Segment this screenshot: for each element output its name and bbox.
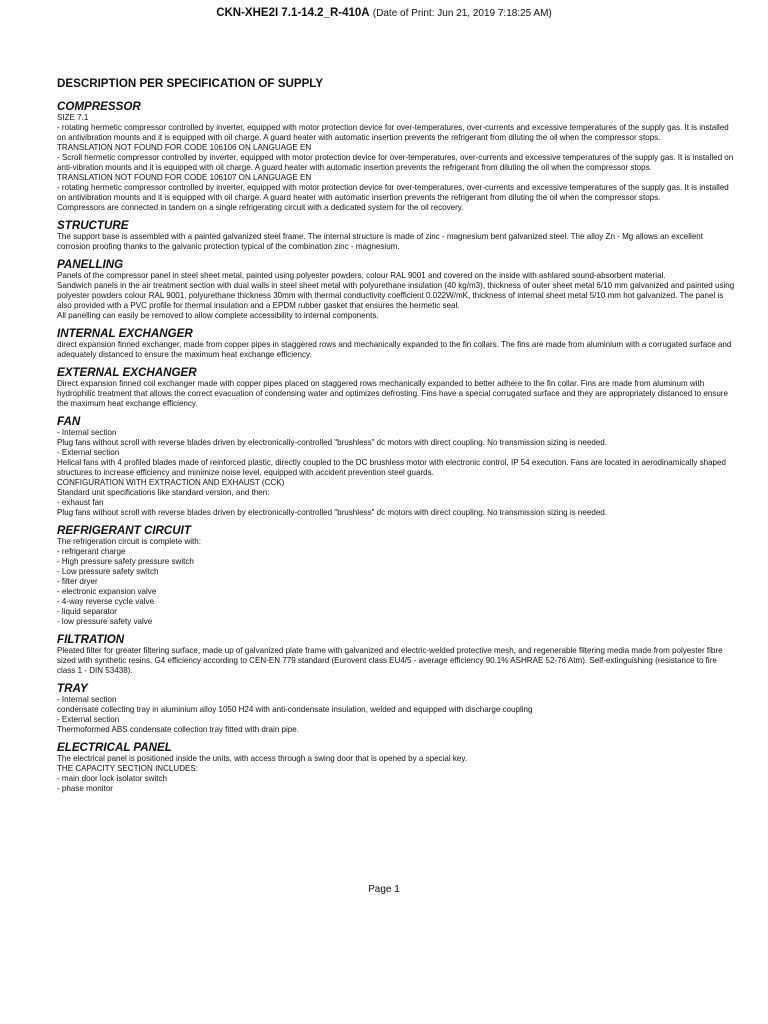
section-text: direct expansion finned exchanger, made from copper pipes in staggered rows and mechanically expanded to the fin collars. The fins are made from aluminium with a corrugated surface and adequately distanced to ensure the maximum heat exchange efficiency. bbox=[57, 340, 732, 359]
section-text: - Internal section Plug fans without scroll with reverse blades driven by electronically-controlled "brushless" dc motors with direct coupling. No transmission sizing is needed. - External section Helical fans with 4 profiled blades made of reinforced plastic, directly coupled to the DC brushless motor with electronic control, IP 54 execution. Fans are located in aerodinamically shaped structures to increase efficiency and minimize noise level, equipped with accident prevention steel guards. CONFIGURATION WITH EXTRACTION AND EXHAUST (CCK) Standard unit specifications like standard version, and then: - exhaust fan Plug fans without scroll with reverse blades driven by electronically-controlled "brushless" dc motors with direct coupling. No transmission sizing is needed. bbox=[57, 428, 726, 517]
section-heading: PANELLING bbox=[57, 258, 124, 271]
section-text: The support base is assembled with a painted galvanized steel frame. The internal structure is made of zinc - magnesium bent galvanized steel. The alloy Zn - Mg allows an excellent corrosion proofing thanks to the galvanic protection typical of the combination zinc - magnesium. bbox=[57, 232, 704, 251]
section-external-exchanger bbox=[57, 366, 737, 409]
model-code: CKN-XHE2I 7.1-14.2_R-410A bbox=[216, 7, 370, 19]
section-heading: STRUCTURE bbox=[57, 219, 129, 232]
section-heading: TRAY bbox=[57, 682, 88, 695]
section-tray bbox=[57, 682, 737, 735]
section-internal-exchanger bbox=[57, 327, 737, 360]
section-text: Pleated filter for greater filtering surface, made up of galvanized plate frame with galvanized and electric-welded protective mesh, and regenerable filtering media made from polyester fibre sized with synthetic resins. G4 efficiency according to CEN-EN 779 standard (Eurovent class EU4/5 - average efficiency 90.1% ASHRAE 52-76 Atm). Self-extinguishing (resistance to fire class 1 - DIN 53438). bbox=[57, 646, 723, 675]
section-electrical-panel bbox=[57, 741, 737, 794]
section-text: The refrigeration circuit is complete with: - refrigerant charge - High pressure safety pressure switch - Low pressure safety switch - filter dryer - electronic expansion valve - 4-way reverse cycle valve - liquid separator - low pressure safety valve bbox=[57, 537, 202, 626]
section-heading: EXTERNAL EXCHANGER bbox=[57, 366, 197, 379]
print-date: (Date of Print: Jun 21, 2019 7:18:25 AM) bbox=[372, 8, 552, 19]
document-body bbox=[57, 100, 737, 800]
page-number: Page 1 bbox=[368, 884, 400, 895]
section-text: SIZE 7.1 - rotating hermetic compressor controlled by inverter, equipped with motor protection device for over-temperatures, over-currents and excessive temperatures of the supply gas. It is installed on antivibration mounts and it is equipped with oil charge. A guard heater with automatic insertion prevents the refrigerant from diluting the oil when the compressor stops. TRANSLATION NOT FOUND FOR CODE 106106 ON LANGUAGE EN - Scroll hermetic compressor controlled by inverter, equipped with motor protection device for over-temperatures, over-currents and excessive temperatures of the supply gas. It is installed on anti-vibration mounts and it is equipped with oil charge. A guard heater with automatic insertion prevents the refrigerant from diluting the oil when the compressor stops. TRANSLATION NOT FOUND FOR CODE 106107 ON LANGUAGE EN - rotating hermetic compressor controlled by inverter, equipped with motor protection device for over-temperatures, over-currents and excessive temperatures of the supply gas. It is installed on antivibration mounts and it is equipped with oil charge. A guard heater with automatic insertion prevents the refrigerant from diluting the oil when the compressor stops. Compressors are connected in tandem on a single refrigerating circuit with a dedicated system for the oil recovery. bbox=[57, 113, 734, 212]
section-text: Panels of the compressor panel in steel sheet metal, painted using polyester powders, colour RAL 9001 and covered on the inside with ashlared sound-absorbent material. Sandwich panels in the air treatment section with dual walls in steel sheet metal with polyurethane insulation (40 kg/m3), thickness of outer sheet metal 6/10 mm galvanized and painted using polyester powders colour RAL 9001, polyurethane thickness 30mm with thermal conductivity coefficient 0.022W/mK, thickness of internal sheet metal 5/10 mm hot galvanized. The panel is also provided with a PVC profile for thermal insulation and a EPDM rubber gasket that ensures the hermetic seal. All panelling can easily be removed to allow complete accessibility to internal components. bbox=[57, 271, 735, 320]
document-header bbox=[0, 7, 768, 19]
section-compressor bbox=[57, 100, 737, 213]
section-heading: COMPRESSOR bbox=[57, 100, 141, 113]
section-heading: INTERNAL EXCHANGER bbox=[57, 327, 193, 340]
document-title: DESCRIPTION PER SPECIFICATION OF SUPPLY bbox=[57, 77, 324, 90]
section-refrigerant-circuit bbox=[57, 524, 737, 627]
section-panelling bbox=[57, 258, 737, 321]
section-filtration bbox=[57, 633, 737, 676]
section-heading: FAN bbox=[57, 415, 81, 428]
section-structure bbox=[57, 219, 737, 252]
section-heading: FILTRATION bbox=[57, 633, 125, 646]
section-text: Direct expansion finned coil exchanger made with copper pipes placed on staggered rows mechanically expanded to better adhere to the fin collar. Fins are made from aluminum with hydrophilic treatment that allows the correct evacuation of condensing water and optimizes defrosting. Fins have a special corrugated surface and they are appropriately distanced to ensure the maximum heat exchange efficiency. bbox=[57, 379, 728, 408]
section-heading: ELECTRICAL PANEL bbox=[57, 741, 172, 754]
section-heading: REFRIGERANT CIRCUIT bbox=[57, 524, 191, 537]
section-text: The electrical panel is positioned inside the units, with access through a swing door that is opened by a special key. THE CAPACITY SECTION INCLUDES: - main door lock isolator switch - phase monitor bbox=[57, 754, 468, 793]
section-fan bbox=[57, 415, 737, 518]
section-text: - Internal section condensate collecting tray in aluminium alloy 1050 H24 with anti-condensate insulation, welded and equipped with discharge coupling - External section Thermoformed ABS condensate collection tray fitted with drain pipe. bbox=[57, 695, 533, 734]
